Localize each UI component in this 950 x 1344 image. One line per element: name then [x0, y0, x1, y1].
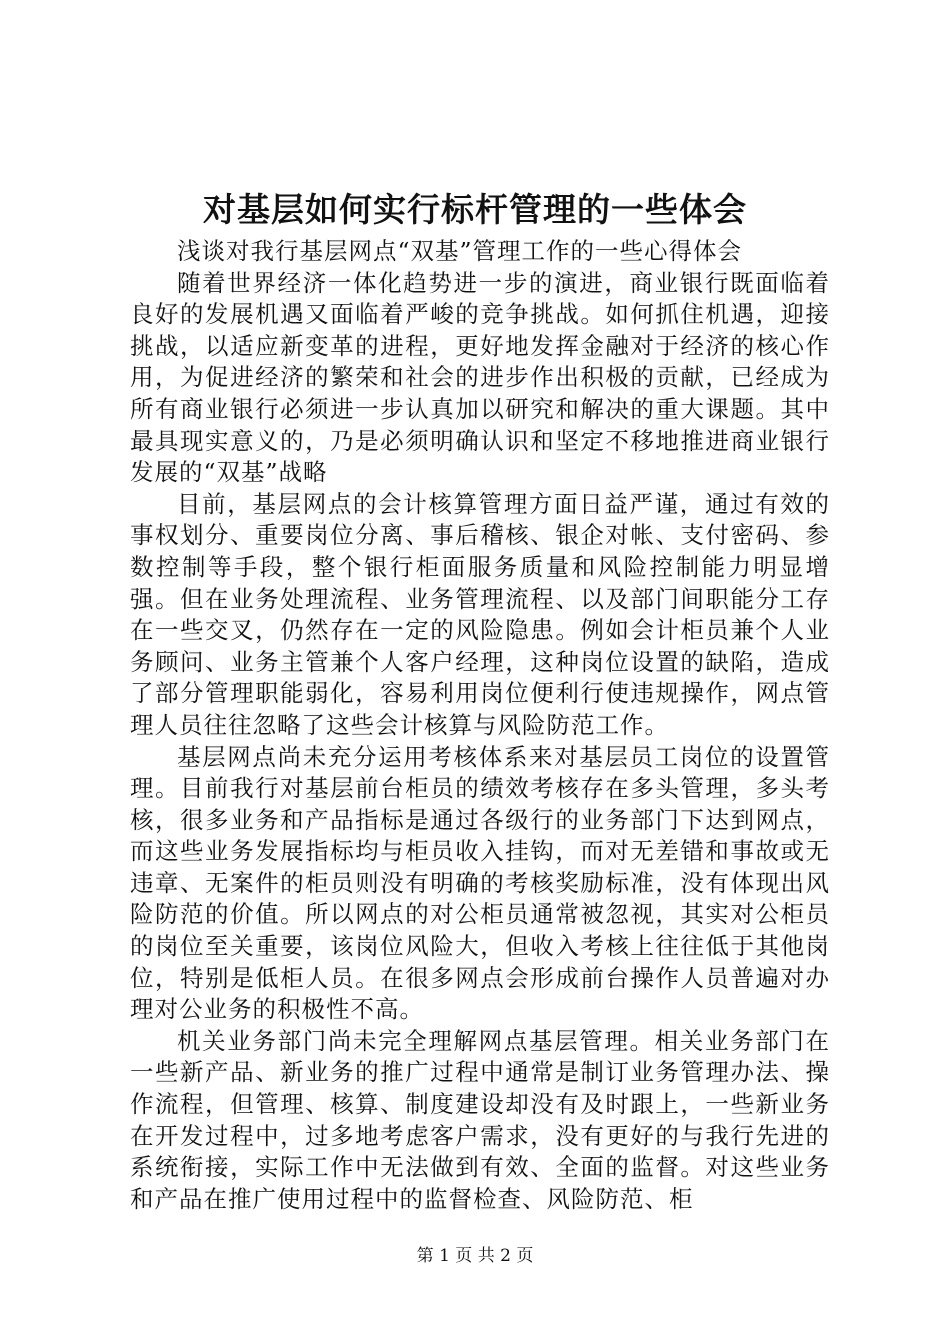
- paragraph: 目前，基层网点的会计核算管理方面日益严谨，通过有效的事权划分、重要岗位分离、事后稽核、银企对帐、支付密码、参数控制等手段，整个银行柜面服务质量和风险控制能力明显增强。但在业务处理流程、业务管理流程、以及部门间职能分工存在一些交叉，仍然存在一定的风险隐患。例如会计柜员兼个人业务顾问、业务主管兼个人客户经理，这种岗位设置的缺陷，造成了部分管理职能弱化，容易利用岗位便利行使违规操作，网点管理人员往往忽略了这些会计核算与风险防范工作。: [130, 489, 830, 739]
- document-body: [130, 236, 830, 1215]
- page-footer: 第 1 页 共 2 页: [416, 1246, 534, 1266]
- document-subtitle: 浅谈对我行基层网点“双基”管理工作的一些心得体会: [177, 237, 743, 265]
- document-title: 对基层如何实行标杆管理的一些体会: [203, 190, 747, 229]
- paragraph: 基层网点尚未充分运用考核体系来对基层员工岗位的设置管理。目前我行对基层前台柜员的绩效考核存在多头管理，多头考核，很多业务和产品指标是通过各级行的业务部门下达到网点，而这些业务发展指标均与柜员收入挂钩，而对无差错和事故或无违章、无案件的柜员则没有明确的考核奖励标准，没有体现出风险防范的价值。所以网点的对公柜员通常被忽视，其实对公柜员的岗位至关重要，该岗位风险大，但收入考核上往往低于其他岗位，特别是低柜人员。在很多网点会形成前台操作人员普遍对办理对公业务的积极性不高。: [130, 742, 830, 1024]
- paragraph: 机关业务部门尚未完全理解网点基层管理。相关业务部门在一些新产品、新业务的推广过程中通常是制订业务管理办法、操作流程，但管理、核算、制度建设却没有及时跟上，一些新业务在开发过程中，过多地考虑客户需求，没有更好的与我行先进的系统衔接，实际工作中无法做到有效、全面的监督。对这些业务和产品在推广使用过程中的监督检查、风险防范、柜: [130, 1026, 830, 1213]
- paragraph: 随着世界经济一体化趋势进一步的演进，商业银行既面临着良好的发展机遇又面临着严峻的竞争挑战。如何抓住机遇，迎接挑战，以适应新变革的进程，更好地发挥金融对于经济的核心作用，为促进经济的繁荣和社会的进步作出积极的贡献，已经成为所有商业银行必须进一步认真加以研究和解决的重大课题。其中最具现实意义的，乃是必须明确认识和坚定不移地推进商业银行发展的“双基”战略: [130, 268, 830, 487]
